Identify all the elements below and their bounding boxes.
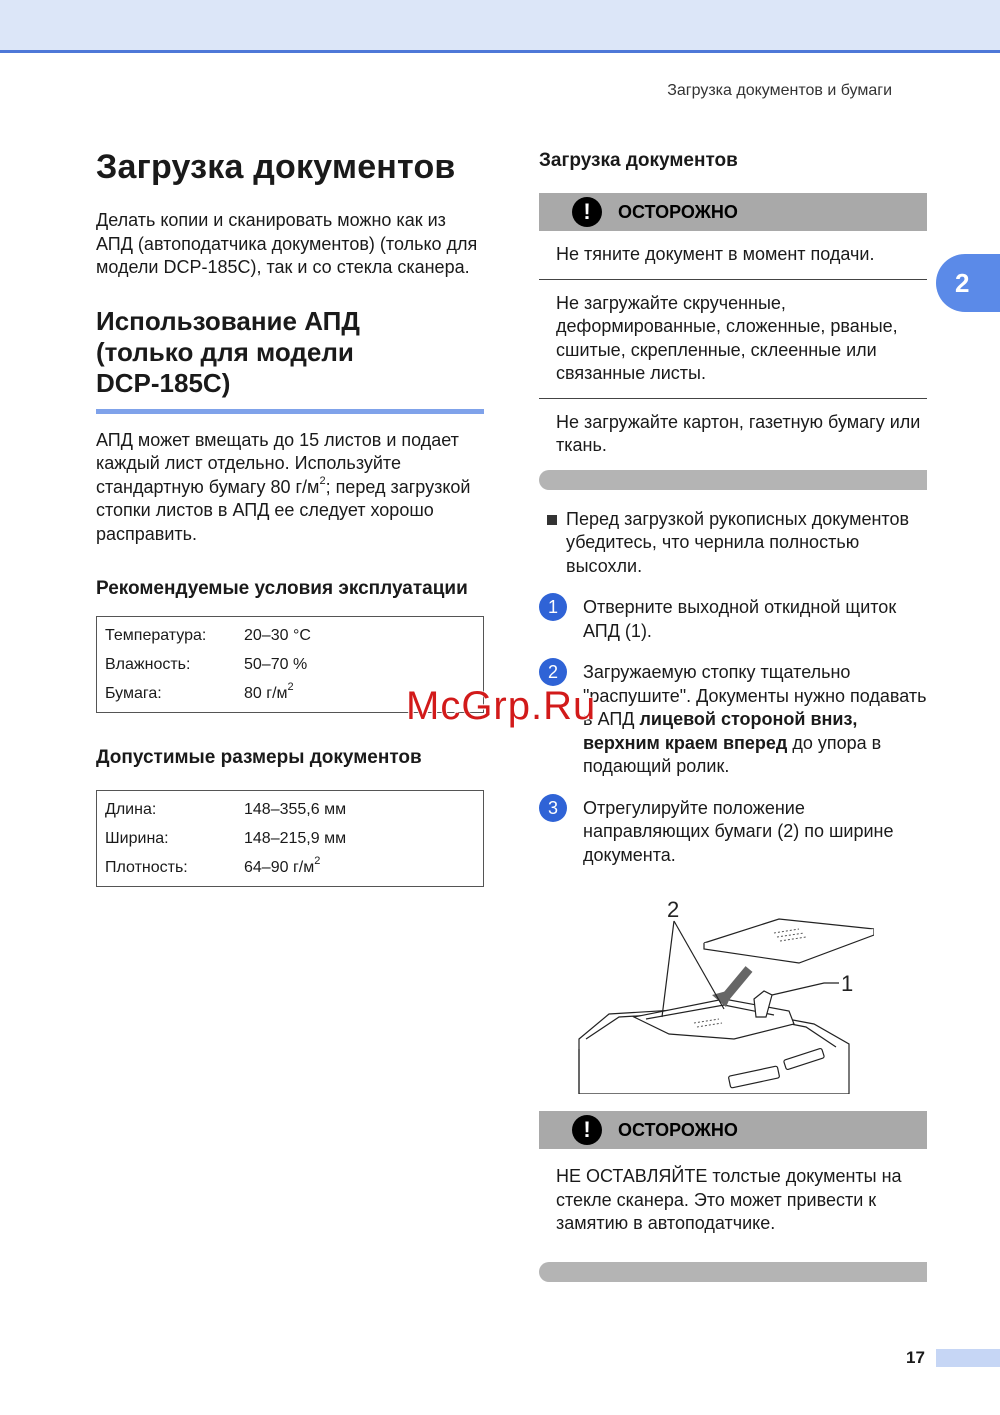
caution-text: Не загружайте скрученные, деформированные, сложенные, рваные, сшитые, скрепленные, склеенные или связанные листы. bbox=[556, 292, 898, 383]
right-column bbox=[539, 150, 927, 1282]
adf-heading-line2: (только для модели bbox=[96, 336, 354, 367]
caution-text: Не тяните документ в момент подачи. bbox=[556, 244, 875, 264]
adf-illustration bbox=[574, 899, 874, 1094]
caution-label: ОСТОРОЖНО bbox=[618, 201, 738, 222]
adf-heading-line3: DCP-185C) bbox=[96, 367, 231, 398]
caution-item bbox=[539, 1149, 927, 1262]
table-row bbox=[105, 621, 483, 650]
section-title: Загрузка документов bbox=[539, 150, 738, 171]
sizes-value: 148–215,9 мм bbox=[244, 830, 347, 847]
bullet-text: Перед загрузкой рукописных документов убедитесь, что чернила полностью высохли. bbox=[566, 508, 910, 576]
sizes-value bbox=[244, 853, 320, 882]
conditions-value: 20–30 °C bbox=[244, 627, 311, 644]
paper-value: 80 г/м bbox=[244, 685, 288, 702]
step-item bbox=[539, 596, 927, 643]
conditions-label: Бумага: bbox=[105, 685, 162, 702]
caution-text: НЕ ОСТАВЛЯЙТЕ толстые документы на стекле сканера. Это может привести к замятию в автоподатчике. bbox=[556, 1166, 902, 1233]
sizes-label: Длина: bbox=[105, 801, 157, 818]
adf-text-part2: ; перед загрузкой стопки листов в АПД ее следует хорошо расправить. bbox=[96, 476, 471, 544]
step-number-icon: 3 bbox=[539, 794, 567, 822]
sizes-title: Допустимые размеры документов bbox=[96, 747, 422, 768]
adf-text-part1: АПД может вмещать до 15 листов и подает каждый лист отдельно. Используйте стандартную бумагу 80 г/м bbox=[96, 429, 459, 497]
step-item bbox=[539, 661, 927, 779]
intro-paragraph: Делать копии и сканировать можно как из АПД (автоподатчика документов) (только для модели DCP-185C), так и со стекла сканера. bbox=[96, 210, 478, 277]
step-text: Отрегулируйте положение направляющих бумаги (2) по ширине документа. bbox=[583, 797, 894, 865]
step-item bbox=[539, 797, 927, 868]
sizes-label: Плотность: bbox=[105, 859, 188, 876]
density-value-superscript: 2 bbox=[314, 854, 321, 867]
sizes-table bbox=[96, 790, 484, 887]
table-row bbox=[105, 795, 483, 824]
page-number: 17 bbox=[906, 1348, 925, 1367]
conditions-value: 50–70 % bbox=[244, 656, 308, 673]
caution-label: ОСТОРОЖНО bbox=[618, 1119, 738, 1140]
chapter-tab: 2 bbox=[936, 254, 1000, 312]
step-text-part: Загружаемую стопку тщательно "распушите". Документы нужно подавать в АПД bbox=[583, 662, 927, 729]
step-number-icon: 1 bbox=[539, 593, 567, 621]
conditions-label: Температура: bbox=[105, 627, 207, 644]
adf-text-superscript: 2 bbox=[319, 474, 326, 487]
step-number-icon: 2 bbox=[539, 658, 567, 686]
caution-item bbox=[539, 231, 927, 280]
watermark: McGrp.Ru bbox=[406, 684, 597, 728]
figure-label-2: 2 bbox=[667, 899, 680, 922]
conditions-value bbox=[244, 679, 294, 708]
caution-header bbox=[539, 1111, 927, 1149]
table-row bbox=[105, 824, 483, 853]
page-title: Загрузка документов bbox=[96, 148, 456, 186]
caution-footer bbox=[539, 1262, 927, 1282]
left-column bbox=[96, 148, 484, 887]
step-text: Отверните выходной откидной щиток АПД (1). bbox=[583, 597, 897, 641]
sizes-label: Ширина: bbox=[105, 830, 169, 847]
adf-heading bbox=[96, 306, 484, 414]
caution-box-2 bbox=[539, 1111, 927, 1282]
caution-header bbox=[539, 193, 927, 231]
conditions-label: Влажность: bbox=[105, 656, 191, 673]
square-bullet-icon bbox=[547, 515, 557, 525]
figure-label-1: 1 bbox=[841, 971, 854, 996]
caution-text: Не загружайте картон, газетную бумагу или ткань. bbox=[556, 411, 921, 455]
page-tab bbox=[936, 1349, 1000, 1367]
table-row bbox=[105, 853, 483, 882]
running-header: Загрузка документов и бумаги bbox=[667, 82, 892, 99]
adf-heading-line1: Использование АПД bbox=[96, 305, 360, 336]
caution-item bbox=[539, 280, 927, 399]
conditions-title: Рекомендуемые условия эксплуатации bbox=[96, 578, 468, 599]
exclamation-icon: ! bbox=[572, 197, 602, 227]
paper-value-superscript: 2 bbox=[287, 680, 294, 693]
caution-item bbox=[539, 399, 927, 470]
step-text-bold: лицевой стороной вниз, верхним краем вперед bbox=[583, 709, 858, 753]
adf-paragraph bbox=[96, 429, 484, 547]
exclamation-icon: ! bbox=[572, 1115, 602, 1145]
caution-footer bbox=[539, 470, 927, 490]
table-row bbox=[105, 650, 483, 679]
sizes-value: 148–355,6 мм bbox=[244, 801, 347, 818]
top-band bbox=[0, 0, 1000, 53]
bullet-item bbox=[539, 508, 927, 579]
step-text-part: до упора в подающий ролик. bbox=[583, 732, 882, 776]
step-text bbox=[583, 661, 927, 779]
density-value: 64–90 г/м bbox=[244, 859, 315, 876]
